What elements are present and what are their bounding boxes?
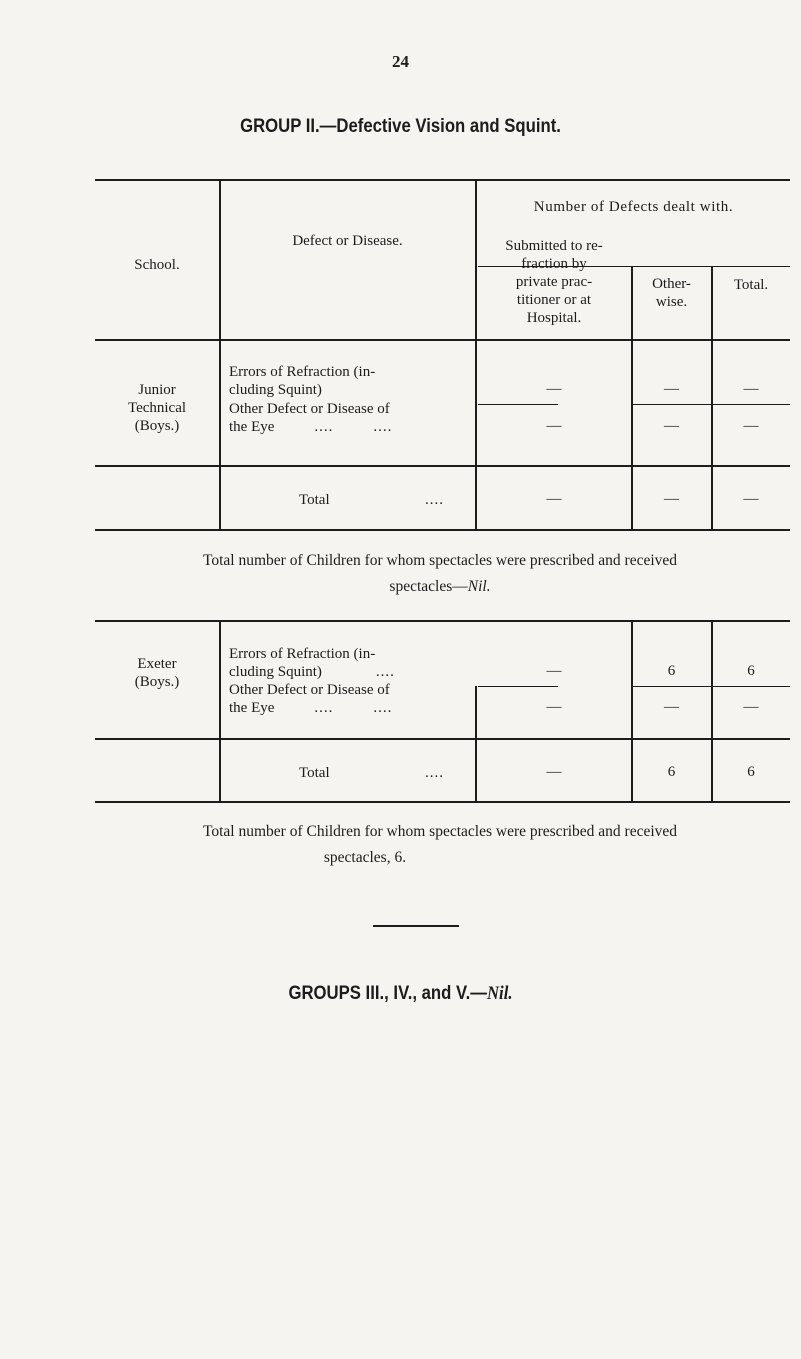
page-title: GROUP II.—Defective Vision and Squint. bbox=[240, 116, 561, 137]
header-number-dealt: Number of Defects dealt with. bbox=[533, 199, 734, 215]
total-otherwise: — bbox=[664, 491, 679, 507]
cell-submitted: — bbox=[546, 699, 562, 715]
table-bottom-rule bbox=[95, 801, 790, 803]
school-junior-technical: Junior Technical (Boys.) bbox=[127, 382, 187, 434]
header-defect: Defect or Disease. bbox=[292, 233, 403, 249]
total-submitted: — bbox=[546, 491, 562, 507]
row-divider bbox=[478, 404, 558, 405]
exeter-spectacles-note: Total number of Children for whom spectacles were prescribed and received spectacles, 6. bbox=[202, 823, 678, 866]
row-divider bbox=[713, 404, 790, 405]
cell-total: — bbox=[743, 381, 759, 397]
header-submitted: Submitted to re- fraction by private prac- titioner or at Hospital. bbox=[505, 238, 603, 326]
total-total: 6 bbox=[747, 764, 755, 780]
cell-total: 6 bbox=[747, 663, 755, 679]
cell-total: — bbox=[743, 699, 759, 715]
school-exeter: Exeter (Boys.) bbox=[134, 656, 180, 690]
cell-total: — bbox=[743, 418, 759, 434]
header-bottom-rule bbox=[95, 339, 790, 341]
groups-heading: GROUPS III., IV., and V.—Nil. bbox=[288, 983, 513, 1004]
header-total: Total. bbox=[733, 277, 769, 293]
row-divider bbox=[713, 686, 790, 687]
cell-submitted: — bbox=[546, 418, 562, 434]
section-divider bbox=[373, 925, 459, 927]
total-otherwise: 6 bbox=[667, 764, 676, 780]
total-submitted: — bbox=[546, 764, 562, 780]
table-top-rule bbox=[95, 179, 790, 181]
defect-errors-of-refraction: Errors of Refraction (in- cluding Squint) bbox=[229, 364, 376, 398]
table-top-rule bbox=[95, 620, 790, 622]
cell-otherwise: — bbox=[664, 699, 679, 715]
defect-other-eye: Other Defect or Disease of the Eye .... .... bbox=[229, 401, 393, 435]
page-number: 24 bbox=[392, 52, 409, 71]
row-divider bbox=[632, 404, 712, 405]
header-school: School. bbox=[134, 257, 180, 273]
cell-otherwise: 6 bbox=[667, 663, 676, 679]
body-bottom-rule bbox=[95, 738, 790, 740]
cell-otherwise: — bbox=[664, 418, 679, 434]
cell-submitted: — bbox=[546, 663, 562, 679]
header-otherwise: Other- wise. bbox=[652, 276, 691, 310]
cell-submitted: — bbox=[546, 381, 562, 397]
total-total: — bbox=[743, 491, 759, 507]
body-bottom-rule bbox=[95, 465, 790, 467]
row-divider bbox=[632, 686, 712, 687]
cell-otherwise: — bbox=[664, 381, 679, 397]
table-bottom-rule bbox=[95, 529, 790, 531]
defect-other-eye: Other Defect or Disease of the Eye .... .... bbox=[229, 682, 393, 716]
column-divider bbox=[219, 620, 221, 801]
column-divider bbox=[475, 179, 477, 529]
defect-errors-of-refraction: Errors of Refraction (in- cluding Squint) .... bbox=[229, 646, 395, 680]
row-divider bbox=[478, 686, 558, 687]
junior-spectacles-note: Total number of Children for whom spectacles were prescribed and received spectacles—Nil. bbox=[202, 552, 678, 595]
